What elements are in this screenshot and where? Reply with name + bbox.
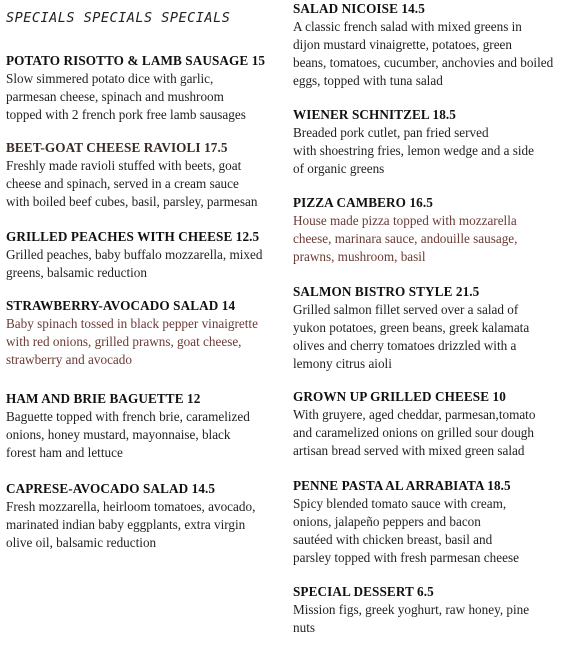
menu-item	[293, 194, 571, 266]
description-line: onions, honey mustard, mayonnaise, black	[6, 427, 231, 442]
description-line: yukon potatoes, green beans, greek kalamata	[293, 320, 530, 335]
menu-item-title	[6, 390, 278, 408]
description-line: House made pizza topped with mozzarella	[293, 213, 517, 228]
menu-item-name: WIENER SCHNITZEL	[293, 107, 430, 122]
description-line: olives and cherry tomatoes drizzled with a	[293, 338, 517, 353]
description-line: Fresh mozzarella, heirloom tomatoes, avocado,	[6, 499, 256, 514]
description-line: Grilled peaches, baby buffalo mozzarella, mixed	[6, 247, 263, 262]
menu-item-description	[6, 315, 278, 369]
menu-item-title	[293, 283, 571, 301]
menu-item-title	[6, 480, 278, 498]
menu-item-price: 21.5	[455, 284, 480, 299]
menu-item-name: SALMON BISTRO STYLE	[293, 284, 453, 299]
menu-item	[6, 297, 278, 369]
menu-item-price: 14.5	[191, 481, 216, 496]
menu-item	[293, 106, 571, 178]
description-line: and caramelized onions on grilled sour dough	[293, 425, 534, 440]
menu-item-description	[6, 246, 278, 282]
menu-item-price: 17.5	[204, 140, 228, 155]
description-line: parmesan cheese, spinach and mushroom	[6, 89, 224, 104]
menu-item-title	[293, 388, 571, 406]
menu-item-description	[293, 406, 571, 460]
description-line: forest ham and lettuce	[6, 445, 123, 460]
menu-item	[293, 477, 571, 567]
description-line: Grilled salmon fillet served over a salad of	[293, 302, 519, 317]
description-line: of organic greens	[293, 161, 385, 176]
description-line: parsley topped with fresh parmesan cheese	[293, 550, 519, 565]
menu-item-price: 16.5	[409, 195, 433, 210]
menu-item-name: POTATO RISOTTO & LAMB SAUSAGE	[6, 53, 249, 68]
description-line: Breaded pork cutlet, pan fried served	[293, 125, 489, 140]
description-line: onions, jalapeño peppers and bacon	[293, 514, 481, 529]
description-line: with shoestring fries, lemon wedge and a side	[293, 143, 534, 158]
menu-item	[293, 283, 571, 373]
menu-item-description	[6, 408, 278, 462]
description-line: olive oil, balsamic reduction	[6, 535, 157, 550]
menu-item	[6, 390, 278, 462]
menu-item-name: PENNE PASTA AL ARRABIATA	[293, 478, 484, 493]
description-line: eggs, topped with tuna salad	[293, 73, 443, 88]
menu-item-name: GROWN UP GRILLED CHEESE	[293, 389, 490, 404]
menu-item	[6, 228, 278, 282]
menu-item-price: 6.5	[417, 584, 434, 599]
description-line: strawberry and avocado	[6, 352, 132, 367]
description-line: prawns, mushroom, basil	[293, 249, 426, 264]
menu-item-name: CAPRESE-AVOCADO SALAD	[6, 481, 189, 496]
menu-item-name: SALAD NICOISE	[293, 1, 398, 16]
description-line: greens, balsamic reduction	[6, 265, 147, 280]
menu-item-price: 14.5	[401, 1, 425, 16]
menu-item-price: 12.5	[235, 229, 260, 244]
menu-item-title	[6, 52, 278, 70]
menu-item-price: 18.5	[487, 478, 511, 493]
description-line: with boiled beef cubes, basil, parsley, parmesan	[6, 194, 258, 209]
description-line: nuts	[293, 620, 315, 635]
description-line: With gruyere, aged cheddar, parmesan,tomato	[293, 407, 536, 422]
menu-item-description	[6, 70, 278, 124]
description-line: marinated indian baby eggplants, extra virgin	[6, 517, 246, 532]
description-line: dijon mustard vinaigrette, potatoes, green	[293, 37, 512, 52]
description-line: Baguette topped with french brie, caramelized	[6, 409, 250, 424]
menu-item-title	[6, 139, 278, 157]
description-line: sautéed with chicken breast, basil and	[293, 532, 493, 547]
description-line: lemony citrus aioli	[293, 356, 392, 371]
menu-item	[6, 139, 278, 211]
menu-item	[293, 388, 571, 460]
menu-item	[293, 0, 571, 90]
menu-item-description	[293, 301, 571, 373]
menu-item-name: BEET-GOAT CHEESE RAVIOLI	[6, 140, 201, 155]
description-line: cheese, marinara sauce, andouille sausage,	[293, 231, 518, 246]
menu-item-description	[6, 498, 278, 552]
description-line: Baby spinach tossed in black pepper vinaigrette	[6, 316, 258, 331]
menu-item-name: GRILLED PEACHES WITH CHEESE	[6, 229, 233, 244]
menu-item-price: 14	[221, 298, 236, 313]
menu-item-description	[6, 157, 278, 211]
menu-item-title	[293, 194, 571, 212]
menu-item-price: 10	[492, 389, 506, 404]
menu-item-title	[293, 583, 571, 601]
description-line: with red onions, grilled prawns, goat cheese,	[6, 334, 242, 349]
description-line: Mission figs, greek yoghurt, raw honey, pine	[293, 602, 530, 617]
menu-item-description	[293, 601, 571, 637]
description-line: artisan bread served with mixed green salad	[293, 443, 525, 458]
menu-item-name: HAM AND BRIE BAGUETTE	[6, 391, 184, 406]
menu-item-title	[293, 106, 571, 124]
menu-item	[293, 583, 571, 637]
menu-item-price: 12	[187, 391, 201, 406]
menu-item-price: 18.5	[432, 107, 456, 122]
specials-header: SPECIALS SPECIALS SPECIALS	[6, 10, 231, 26]
menu-item-description	[293, 18, 571, 90]
menu-item-description	[293, 212, 571, 266]
description-line: Slow simmered potato dice with garlic,	[6, 71, 214, 86]
menu-item-name: PIZZA CAMBERO	[293, 195, 407, 210]
menu-item-name: SPECIAL DESSERT	[293, 584, 414, 599]
description-line: topped with 2 french pork free lamb sausages	[6, 107, 246, 122]
menu-item	[6, 52, 278, 124]
menu-item	[6, 480, 278, 552]
description-line: Freshly made ravioli stuffed with beets, goat	[6, 158, 242, 173]
description-line: A classic french salad with mixed greens in	[293, 19, 522, 34]
description-line: cheese and spinach, served in a cream sauce	[6, 176, 239, 191]
description-line: Spicy blended tomato sauce with cream,	[293, 496, 507, 511]
menu-item-name: STRAWBERRY-AVOCADO SALAD	[6, 298, 219, 313]
menu-item-title	[6, 228, 278, 246]
menu-item-description	[293, 495, 571, 567]
description-line: beans, tomatoes, cucumber, anchovies and boiled	[293, 55, 554, 70]
menu-item-title	[293, 477, 571, 495]
menu-item-description	[293, 124, 571, 178]
menu-item-price: 15	[251, 53, 266, 68]
menu-item-title	[293, 0, 571, 18]
menu-item-title	[6, 297, 278, 315]
